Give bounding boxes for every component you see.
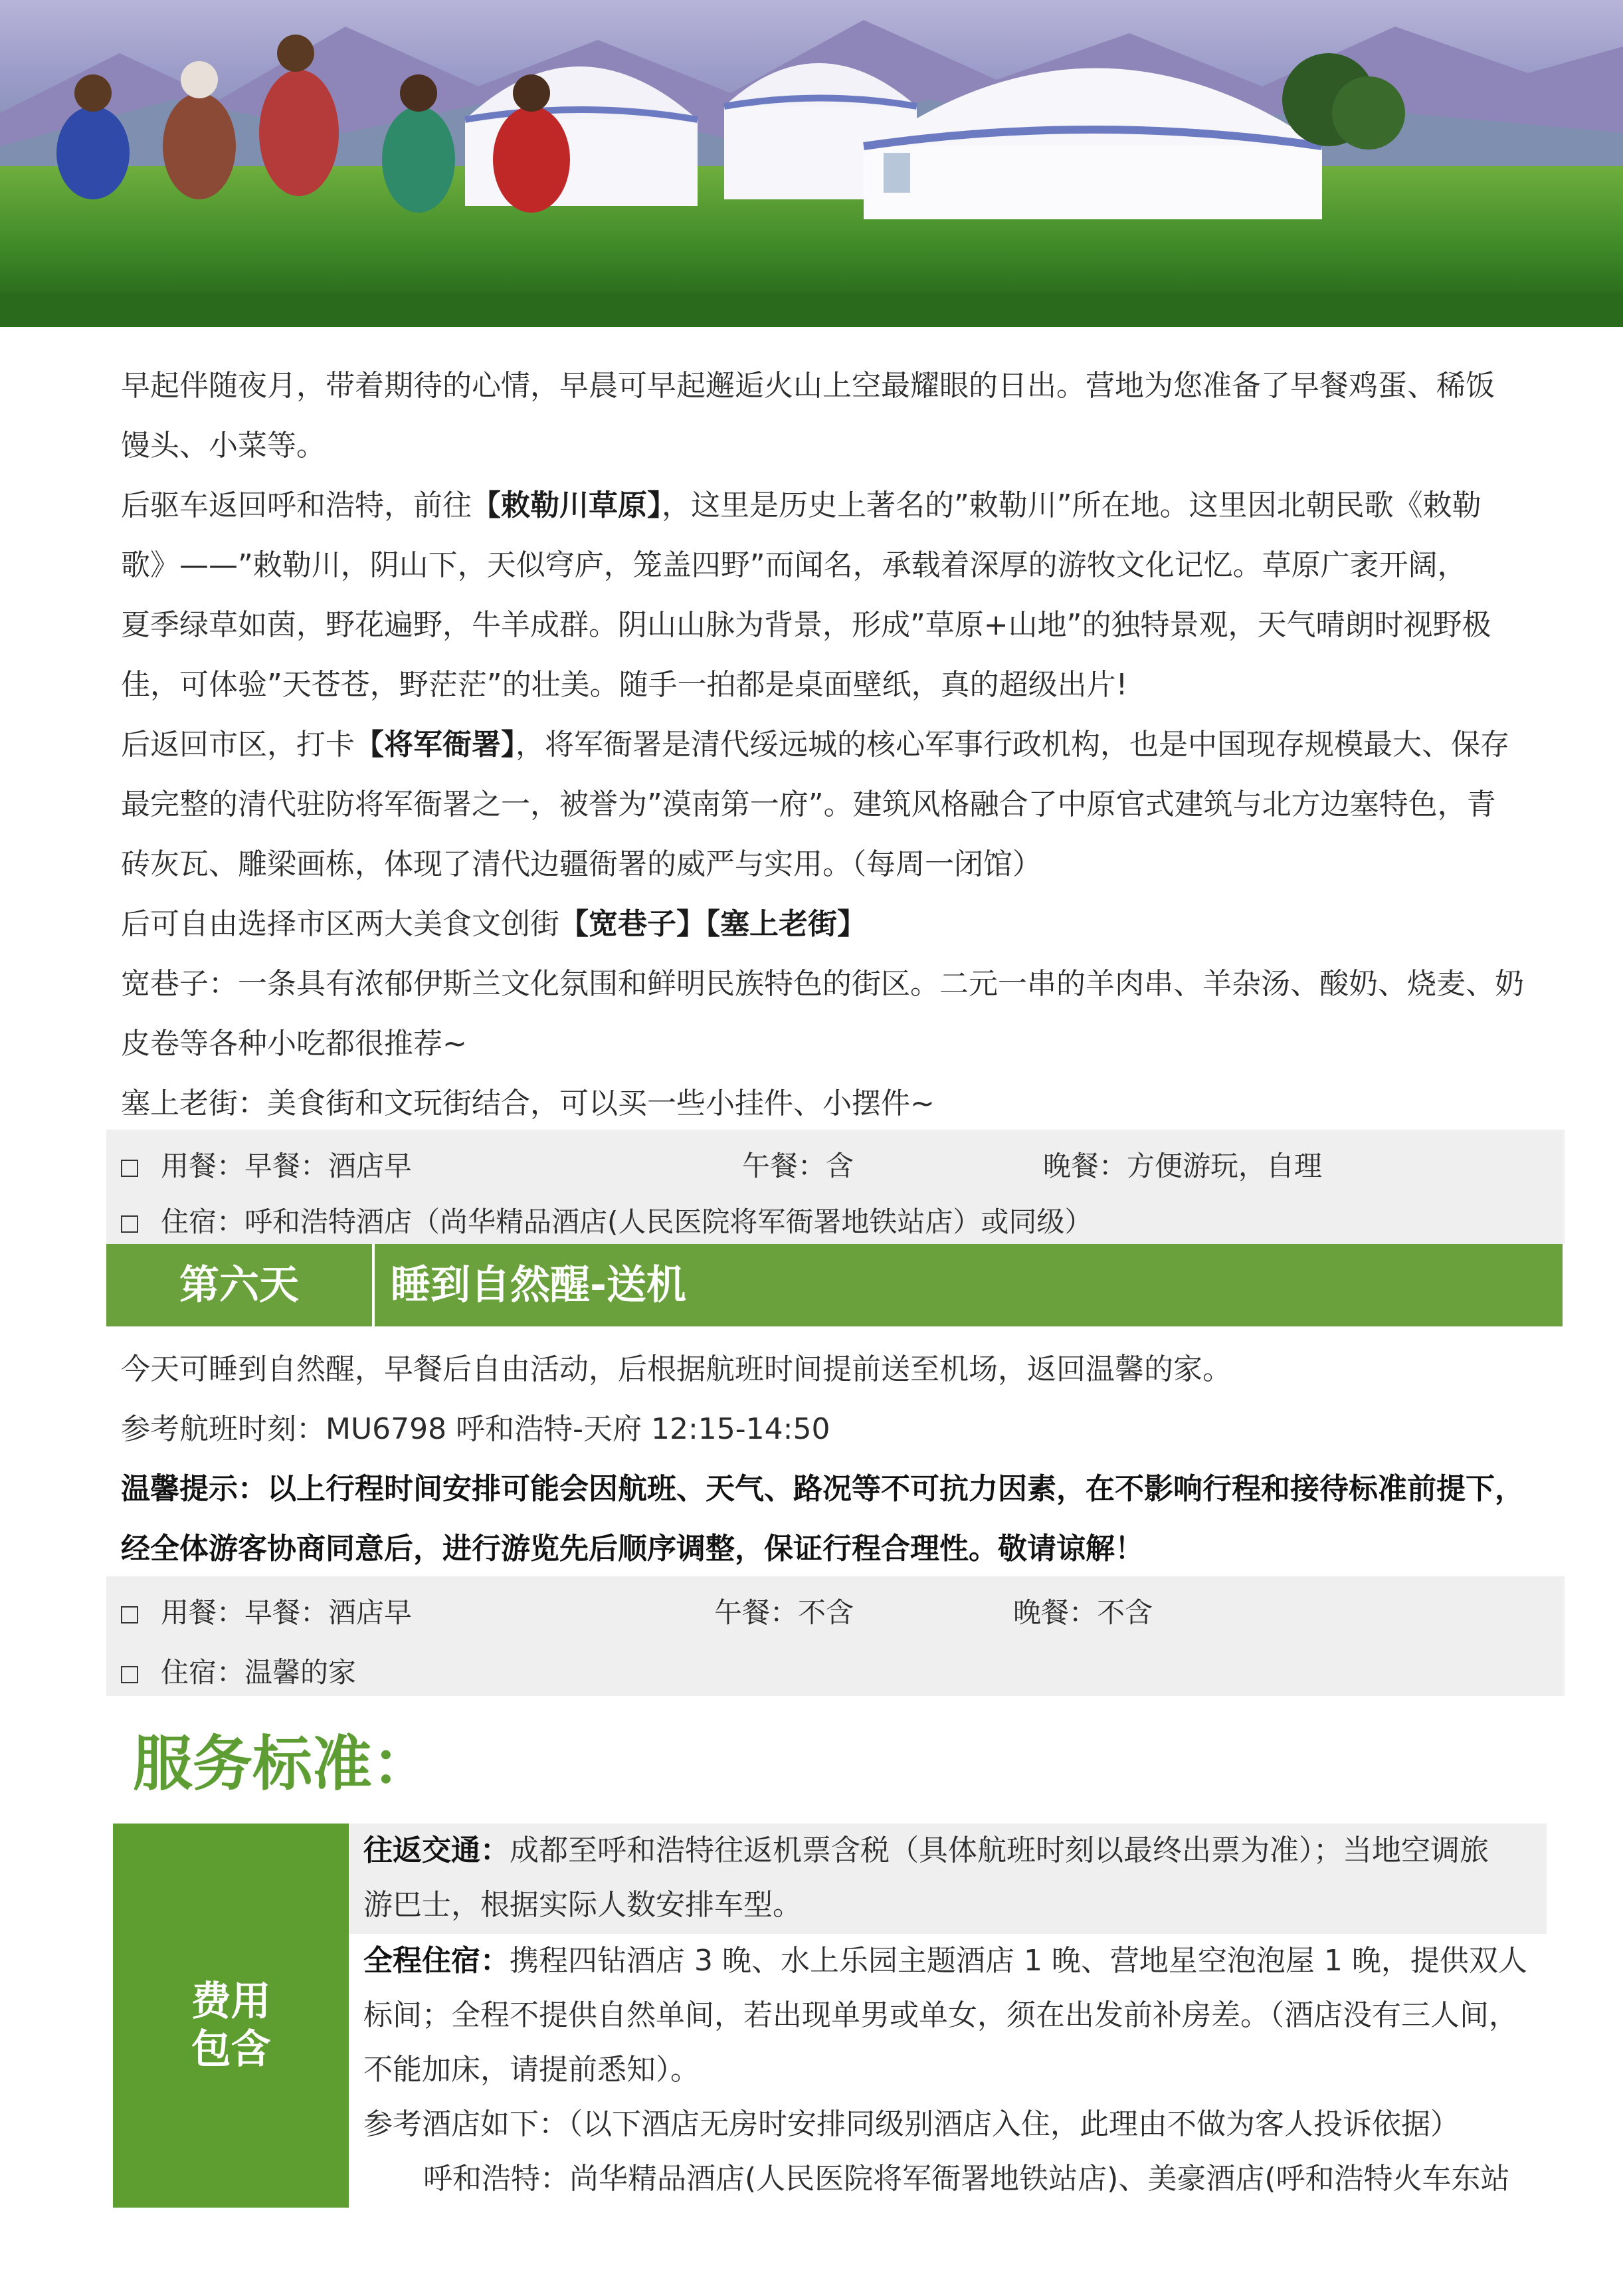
fee-transport	[349, 1824, 1547, 1934]
text-line: 皮卷等各种小吃都很推荐~	[121, 1027, 467, 1061]
highlight-food-streets: 【宽巷子】【塞上老街】	[559, 907, 866, 941]
meal-lunch: 午餐：不含	[714, 1596, 854, 1629]
text-line: 早起伴随夜月，带着期待的心情，早晨可早起邂逅火山上空最耀眼的日出。营地为您准备了早餐鸡蛋、稀饭	[121, 369, 1495, 403]
stay-value: 温馨的家	[244, 1656, 357, 1689]
text-line: 后可自由选择市区两大美食文创街【宽巷子】【塞上老街】	[121, 907, 866, 941]
paragraph-food-streets	[121, 894, 1556, 954]
day5-info-box	[106, 1130, 1565, 1244]
header-banner	[0, 0, 1623, 327]
text-line: 后驱车返回呼和浩特，前往【敕勒川草原】，这里是历史上著名的”敕勒川”所在地。这里因北朝民歌《敕勒	[121, 488, 1481, 522]
transport-text	[363, 1824, 1546, 1932]
text-line: 最完整的清代驻防将军衙署之一，被誉为”漠南第一府”。建筑风格融合了中原官式建筑与北方边塞特色，青	[121, 787, 1496, 821]
flight-info: 参考航班时刻：MU6798 呼和浩特-天府 12:15-14:50	[121, 1412, 830, 1446]
text-line: 往返交通：成都至呼和浩特往返机票含税（具体航班时刻以最终出票为准）；当地空调旅	[363, 1833, 1489, 1867]
day-title: 睡到自然醒-送机	[391, 1262, 686, 1308]
text-line: 歌》——”敕勒川，阴山下，天似穹庐，笼盖四野”而闻名，承载着深厚的游牧文化记忆。草原广袤开阔，	[121, 548, 1467, 582]
highlight-general-office: 【将军衙署】	[355, 728, 516, 762]
text-line: 后返回市区，打卡【将军衙署】，将军衙署是清代绥远城的核心军事行政机构，也是中国现存规模最大、保存	[121, 728, 1509, 762]
hotel-text	[363, 1934, 1546, 2206]
day6-info-box	[106, 1576, 1565, 1696]
text-line: 游巴士，根据实际人数安排车型。	[363, 1888, 802, 1922]
header-divider	[372, 1244, 375, 1326]
meal-dinner: 晚餐：不含	[1013, 1596, 1153, 1629]
text-line: 塞上老街：美食街和文玩街结合，可以买一些小挂件、小摆件~	[121, 1087, 935, 1120]
text-line: 标间；全程不提供自然单间，若出现单男或单女，须在出发前补房差。（酒店没有三人间，	[363, 1998, 1518, 2032]
day5-meals-row: 用餐：早餐：酒店早 午餐：含 晚餐：方便游玩，自理	[121, 1144, 1549, 1184]
service-standard-title: 服务标准：	[133, 1729, 432, 1799]
day-number: 第六天	[179, 1262, 299, 1308]
paragraph-sunrise	[121, 356, 1556, 476]
day6-meals-row: 用餐：早餐：酒店早 午餐：不含 晚餐：不含	[121, 1591, 1549, 1631]
checkbox-icon	[121, 1606, 138, 1623]
meal-breakfast: 早餐：酒店早	[244, 1150, 413, 1182]
grassland-yurt-illustration	[0, 0, 1623, 327]
checkbox-icon	[121, 1160, 138, 1177]
text-line: 馒头、小菜等。	[121, 429, 326, 463]
paragraph-general-office	[121, 715, 1556, 894]
fee-hotel	[349, 1934, 1547, 2208]
paragraph-kuanxiangzi	[121, 954, 1556, 1074]
text-line: 不能加床，请提前悉知）。	[363, 2053, 700, 2087]
meal-breakfast: 早餐：酒店早	[244, 1596, 413, 1629]
day6-content	[121, 1340, 1556, 1579]
text-line: 夏季绿草如茵，野花遍野，牛羊成群。阴山山脉为背景，形成”草原+山地”的独特景观，天气晴朗时视野极	[121, 608, 1491, 642]
day6-stay-row: 住宿：温馨的家	[121, 1651, 356, 1691]
meal-lunch: 午餐：含	[742, 1150, 854, 1182]
text-line: 宽巷子：一条具有浓郁伊斯兰文化氛围和鲜明民族特色的街区。二元一串的羊肉串、羊杂汤、酸奶、烧麦、奶	[121, 967, 1524, 1001]
meal-dinner: 晚餐：方便游玩，自理	[1043, 1150, 1323, 1182]
text-line: 今天可睡到自然醒，早餐后自由活动，后根据航班时间提前送至机场，返回温馨的家。	[121, 1352, 1232, 1386]
highlight-chilechuan: 【敕勒川草原】	[472, 488, 662, 522]
text-line: 佳，可体验”天苍苍，野茫茫”的壮美。随手一拍都是桌面壁纸，真的超级出片!	[121, 668, 1128, 702]
checkbox-icon	[121, 1666, 138, 1683]
warm-tip-line: 经全体游客协商同意后，进行游览先后顺序调整，保证行程合理性。敬请谅解！	[121, 1532, 1144, 1566]
text-line: 参考酒店如下：（以下酒店无房时安排同级别酒店入住，此理由不做为客人投诉依据）	[363, 2107, 1460, 2141]
hotel-label: 全程住宿：	[363, 1944, 510, 1978]
transport-label: 往返交通：	[363, 1833, 510, 1867]
text-line: 全程住宿：携程四钻酒店 3 晚、水上乐园主题酒店 1 晚、营地星空泡泡屋 1 晚，提供双人	[363, 1944, 1527, 1978]
stay-value: 呼和浩特酒店（尚华精品酒店(人民医院将军衙署地铁站店）或同级）	[244, 1205, 1093, 1238]
text-line: 砖灰瓦、雕梁画栋，体现了清代边疆衙署的威严与实用。（每周一闭馆）	[121, 847, 1042, 881]
checkbox-icon	[121, 1215, 138, 1233]
text-line: 呼和浩特：尚华精品酒店(人民医院将军衙署地铁站店)、美豪酒店(呼和浩特火车东站	[423, 2162, 1510, 2196]
paragraph-chilechuan	[121, 476, 1556, 715]
fee-included-label: 费用 包含	[113, 1824, 349, 2208]
warm-tip-line: 温馨提示：以上行程时间安排可能会因航班、天气、路况等不可抗力因素，在不影响行程和接待标准前提下，	[121, 1472, 1524, 1506]
day5-stay-row: 住宿：呼和浩特酒店（尚华精品酒店(人民医院将军衙署地铁站店）或同级）	[121, 1200, 1092, 1240]
paragraph-saishang-street	[121, 1074, 1556, 1134]
day6-header	[106, 1244, 1563, 1326]
